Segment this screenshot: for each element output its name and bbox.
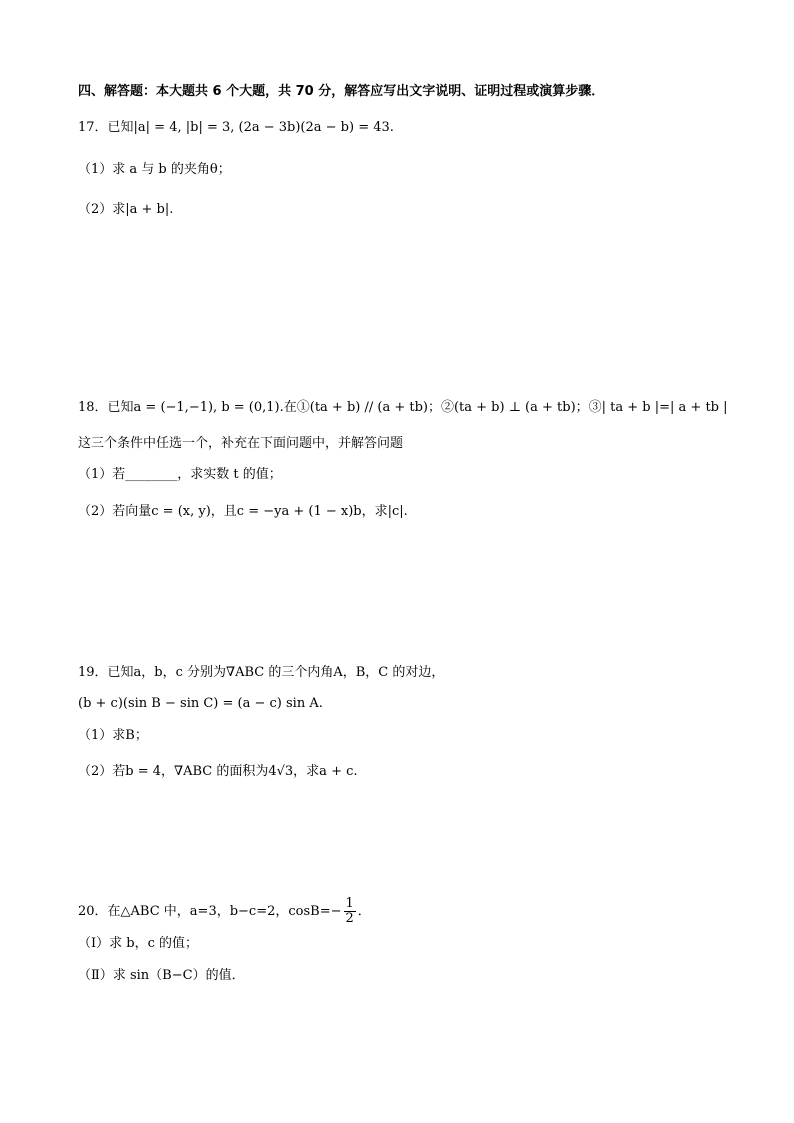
q19-equation: (b + c)(sin B − sin C) = (a − c) sin A.	[78, 696, 323, 711]
q19-part2: （2）若b = 4，∇ABC 的面积为4√3，求a + c.	[78, 764, 358, 779]
q20-part1: （Ⅰ）求 b，c 的值；	[78, 936, 199, 951]
q20-stem-suffix: ．	[357, 904, 371, 919]
q20-part2: （Ⅱ）求 sin（B−C）的值．	[78, 968, 245, 983]
q20-fraction-denominator: 2	[345, 911, 354, 926]
q18-part2: （2）若向量c = (x, y)，且c = −ya + (1 − x)b，求|c|.	[78, 504, 408, 519]
q20-stem	[78, 897, 371, 926]
q20-fraction	[344, 897, 356, 926]
q19-part1: （1）求B；	[78, 728, 148, 743]
q17-part1: （1）求 a 与 b 的夹角θ；	[78, 162, 231, 177]
q19-stem: 19．已知a，b，c 分别为∇ABC 的三个内角A，B，C 的对边，	[78, 665, 445, 680]
q20-stem-prefix: 20．在△ABC 中，a=3，b−c=2，cosB=−	[78, 904, 342, 919]
q18-part1: （1）若________，求实数 t 的值；	[78, 467, 282, 482]
section-heading: 四、解答题：本大题共 6 个大题，共 70 分，解答应写出文字说明、证明过程或演算步骤．	[78, 84, 605, 99]
q18-stem: 18．已知a = (−1,−1), b = (0,1).在①(ta + b) // (a + tb)；②(ta + b) ⊥ (a + tb)；③| ta + b |=| a + tb |	[78, 400, 728, 415]
q18-stem-continued: 这三个条件中任选一个，补充在下面问题中，并解答问题	[78, 436, 404, 451]
q17-stem: 17．已知|a| = 4, |b| = 3, (2a − 3b)(2a − b) = 43.	[78, 120, 394, 135]
q20-fraction-numerator: 1	[345, 896, 354, 911]
q17-part2: （2）求|a + b|.	[78, 202, 174, 217]
